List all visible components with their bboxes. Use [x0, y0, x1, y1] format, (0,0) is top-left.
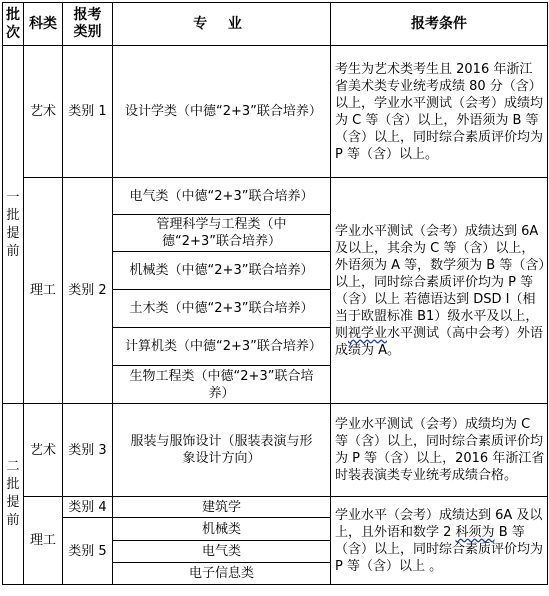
category-cell: 艺术: [24, 46, 63, 178]
major-cell: 管理科学与工程类（中德“2+3”联合培养）: [113, 215, 331, 252]
conditions-text: 水平测试（高中会考）外语成绩为 A。: [335, 325, 544, 358]
header-major: 专 业: [113, 3, 331, 46]
header-category: 科类: [24, 3, 63, 46]
conditions-cell: [331, 497, 548, 585]
major-cell: 建筑学: [113, 497, 331, 518]
type-cell: 类别 5: [63, 518, 113, 585]
major-cell: 机械类（中德“2+3”联合培养）: [113, 252, 331, 290]
major-cell: 电子信息类: [113, 563, 331, 585]
table-row: [3, 497, 548, 518]
major-cell: 设计学类（中德“2+3”联合培养）: [113, 46, 331, 178]
conditions-cell: [331, 178, 548, 404]
conditions-cell: 学业水平测试（会考）成绩均为 C 等（含）以上，同时综合素质评价均为 P 等（含）以上，2016 年浙江省时装表演类专业统考成绩合格。: [331, 404, 548, 497]
header-type: 报考类别: [63, 3, 113, 46]
major-cell: 土木类（中德“2+3”联合培养）: [113, 290, 331, 328]
conditions-text-underlined: 视学业: [348, 325, 388, 341]
batch-cell: 一批提前: [3, 46, 24, 404]
conditions-text: 学业水平（会考）成绩达到 6A 及以上，且外语和数学 2: [335, 507, 543, 540]
type-cell: 类别 4: [63, 497, 113, 518]
conditions-text-underlined: 科须为: [455, 524, 495, 540]
major-cell: 计算机类（中德“2+3”联合培养）: [113, 328, 331, 366]
header-row: [3, 3, 548, 46]
header-batch: 批次: [3, 3, 24, 46]
table-row: [3, 404, 548, 497]
major-cell: 机械类: [113, 518, 331, 541]
conditions-text: B 等（含）以上，同时综合素质评价均为 P 等（含）以上 。: [335, 524, 544, 574]
category-cell: 理工: [24, 178, 63, 404]
major-cell: 服装与服饰设计（服装表演与形象设计方向）: [113, 404, 331, 497]
conditions-text: 学业水平测试（会考）成绩达到 6A 及以上，其余为 C 等（含）以上，外语须为 A 等，数学须为 B 等（含）以上，同时综合素质评价均为 P 等（含）以上 若德语达到 DSD I（相当于欧盟标准 B1）级水平及以上，则: [335, 223, 545, 341]
type-cell: 类别 1: [63, 46, 113, 178]
header-conditions: 报考条件: [331, 3, 548, 46]
major-cell: 电气类（中德“2+3”联合培养）: [113, 178, 331, 215]
admission-table: [2, 2, 548, 585]
type-cell: 类别 3: [63, 404, 113, 497]
category-cell: 理工: [24, 497, 63, 585]
conditions-cell: 考生为艺术类考生且 2016 年浙江省美术类专业统考成绩 80 分（含）以上，学业水平测试（会考）成绩均为 C 等（含）以上，外语须为 B 等（含）以上，同时综合素质评价均为 P 等（含）以上。: [331, 46, 548, 178]
table-row: [3, 46, 548, 178]
major-cell: 电气类: [113, 541, 331, 563]
type-cell: 类别 2: [63, 178, 113, 404]
major-cell: 生物工程类（中德“2+3”联合培养）: [113, 366, 331, 404]
table-row: [3, 178, 548, 215]
category-cell: 艺术: [24, 404, 63, 497]
batch-cell: 二批提前: [3, 404, 24, 585]
